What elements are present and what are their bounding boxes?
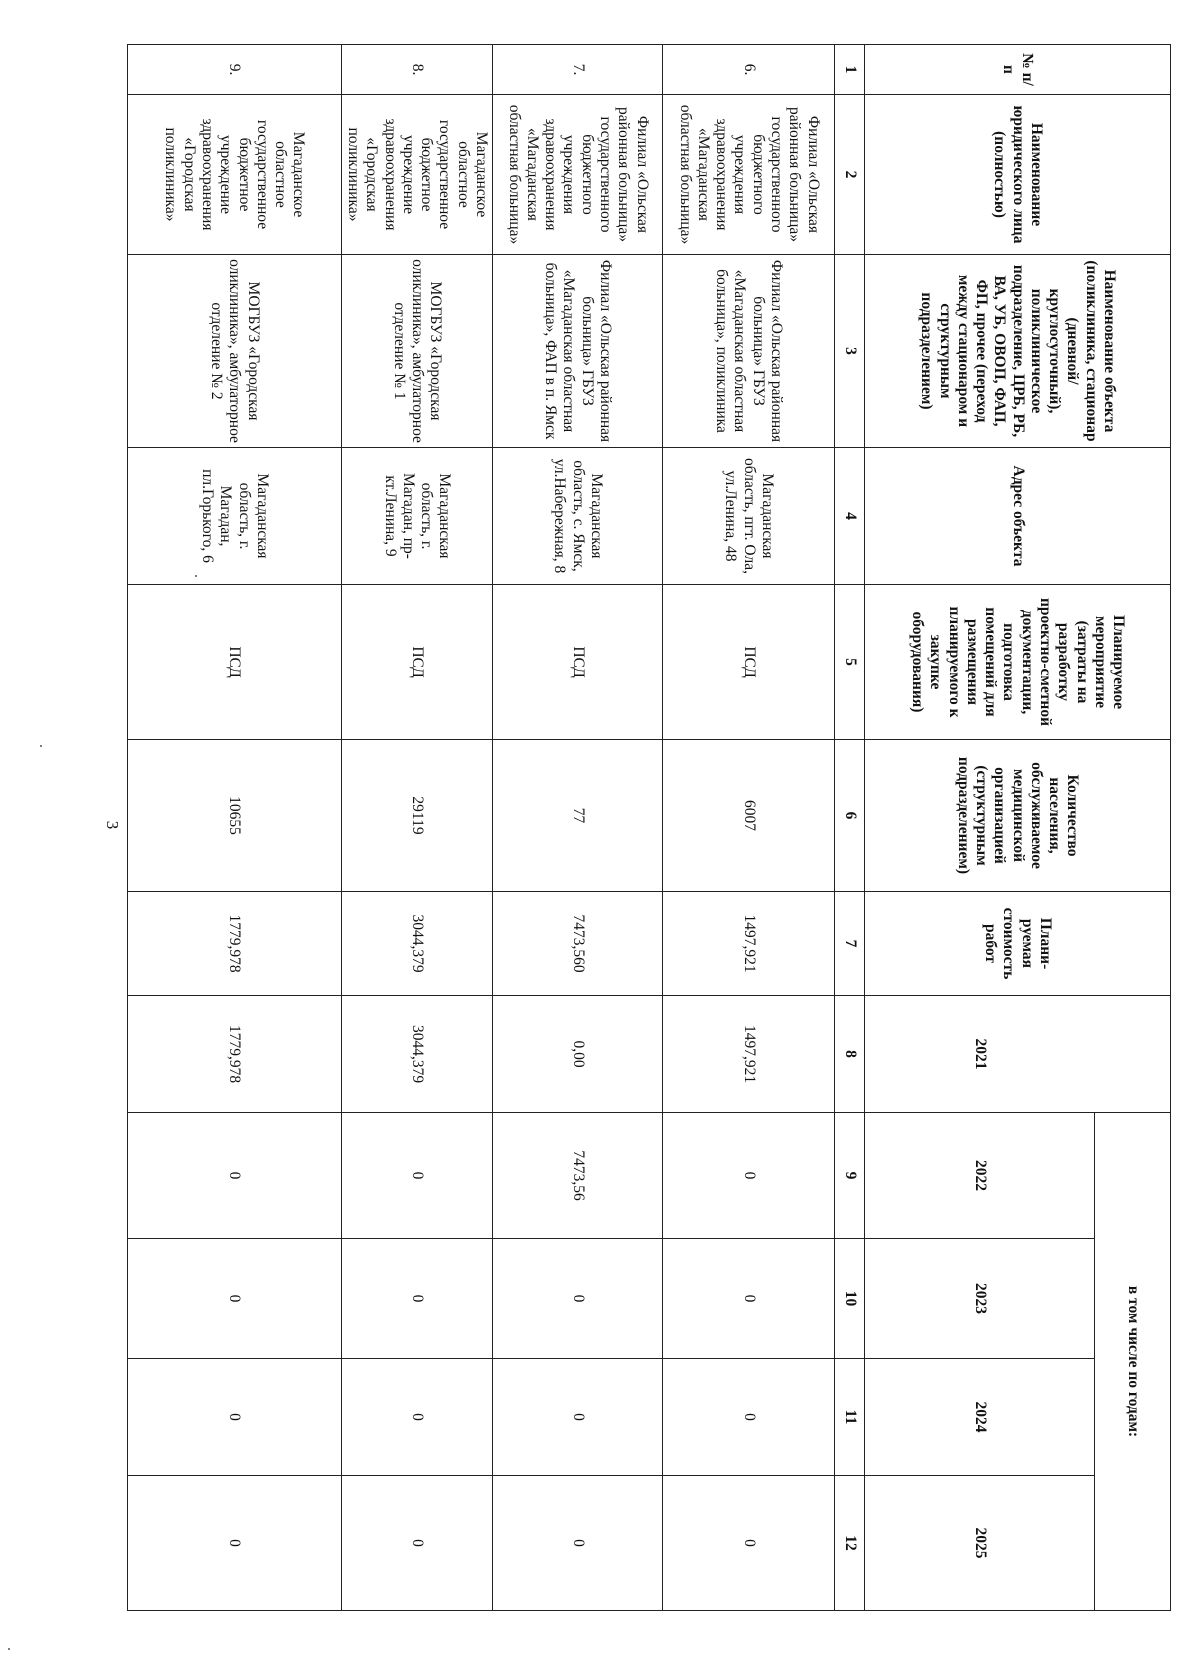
- amount-2025: 0: [341, 1476, 492, 1611]
- amount-2022: 0: [127, 1113, 341, 1239]
- header-cell-year-spacer: [1095, 996, 1171, 1113]
- planned-activity: ПСД: [341, 585, 492, 740]
- table-row: [341, 45, 492, 1611]
- header-cell-legal-entity: Наименование юридического лица (полностью): [865, 95, 1171, 255]
- planned-activity: ПСД: [493, 585, 663, 740]
- column-number-row: [835, 45, 865, 1611]
- object-name: Филиал «Ольская районная больница» ГБУЗ «Магаданская областная больница», поликлиника: [663, 255, 835, 448]
- amount-2021: 1779,978: [127, 996, 341, 1113]
- header-cell-no: № п/п: [865, 45, 1171, 95]
- amount-2021: 3044,379: [341, 996, 492, 1113]
- col-number-10: 10: [835, 1239, 865, 1359]
- object-name: Филиал «Ольская районная больница» ГБУЗ «Магаданская областная больница», ФАП в п. Ямск: [493, 255, 663, 448]
- object-name: МОГБУЗ «Городская оликлиника», амбулаторное отделение № 1: [341, 255, 492, 448]
- header-cell-2022: 2022: [865, 1113, 1095, 1239]
- planned-activity: ПСД: [127, 585, 341, 740]
- row-number: 6.: [663, 45, 835, 95]
- header-row-top: [1095, 45, 1171, 1611]
- amount-2025: 0: [663, 1476, 835, 1611]
- population: 6007: [663, 740, 835, 892]
- amount-2024: 0: [663, 1359, 835, 1476]
- header-cell-address: Адрес объекта: [865, 448, 1171, 585]
- header-cell-2021: 2021: [865, 996, 1095, 1113]
- planned-cost: 1779,978: [127, 892, 341, 996]
- object-address: Магаданская область, г. Магадан, пл.Горького, 6: [127, 448, 341, 585]
- amount-2024: 0: [493, 1359, 663, 1476]
- population: 29119: [341, 740, 492, 892]
- header-cell-activity: Планируемое мероприятие (затраты на разработку проектно-сметной документации, подготовка помещений для размещения планируемого к закупке оборудования): [865, 585, 1171, 740]
- col-number-3: 3: [835, 255, 865, 448]
- object-name: МОГБУЗ «Городская оликлиника», амбулаторное отделение № 2: [127, 255, 341, 448]
- page-number: 3: [103, 820, 122, 830]
- object-address: Магаданская область, пгт. Ола, ул.Ленина, 48: [663, 448, 835, 585]
- row-number: 7.: [493, 45, 663, 95]
- header-cell-object: Наименование объекта (поликлиника, стационар (дневной/круглосуточный), поликлиническое подразделение, ЦРБ, РБ, ВА, УБ, ОВОП, ФАП, ФП, прочее (переход между стационаром и структурным подразделением): [865, 255, 1171, 448]
- amount-2025: 0: [127, 1476, 341, 1611]
- population: 10655: [127, 740, 341, 892]
- object-address: Магаданская область, г. Магадан, пр-кт.Ленина, 9: [341, 448, 492, 585]
- table-row: [663, 45, 835, 1611]
- amount-2023: 0: [663, 1239, 835, 1359]
- header-cell-cost: Плани-руемая стоимость работ: [865, 892, 1171, 996]
- col-number-12: 12: [835, 1476, 865, 1611]
- planned-cost: 7473,560: [493, 892, 663, 996]
- amount-2022: 0: [663, 1113, 835, 1239]
- col-number-1: 1: [835, 45, 865, 95]
- legal-entity: Магаданское областное государственное бюджетное учреждение здравоохранения «Городская поликлиника»: [341, 95, 492, 255]
- population: 77: [493, 740, 663, 892]
- planned-cost: 1497,921: [663, 892, 835, 996]
- planned-cost: 3044,379: [341, 892, 492, 996]
- legal-entity: Филиал «Ольская районная больница» государственного бюджетного учреждения здравоохранения «Магаданская областная больница»: [663, 95, 835, 255]
- col-number-8: 8: [835, 996, 865, 1113]
- table-row: [493, 45, 663, 1611]
- col-number-11: 11: [835, 1359, 865, 1476]
- amount-2023: 0: [127, 1239, 341, 1359]
- header-cell-by-years: в том числе по годам:: [1095, 1113, 1171, 1611]
- scan-speck: [8, 1648, 10, 1650]
- row-number: 9.: [127, 45, 341, 95]
- amount-2021: 1497,921: [663, 996, 835, 1113]
- scan-speck: [40, 745, 42, 747]
- col-number-6: 6: [835, 740, 865, 892]
- table-row: [127, 45, 341, 1611]
- amount-2022: 0: [341, 1113, 492, 1239]
- col-number-7: 7: [835, 892, 865, 996]
- legal-entity: Магаданское областное государственное бюджетное учреждение здравоохранения «Городская поликлиника»: [127, 95, 341, 255]
- header-cell-2025: 2025: [865, 1476, 1095, 1611]
- scan-speck: [195, 575, 197, 577]
- header-cell-population: Количество населения, обслуживаемое медицинской организацией (структурным подразделением): [865, 740, 1171, 892]
- header-cell-2023: 2023: [865, 1239, 1095, 1359]
- amount-2024: 0: [127, 1359, 341, 1476]
- funding-table: [127, 44, 1171, 1611]
- amount-2025: 0: [493, 1476, 663, 1611]
- col-number-5: 5: [835, 585, 865, 740]
- amount-2023: 0: [493, 1239, 663, 1359]
- row-number: 8.: [341, 45, 492, 95]
- rotated-table-container: [143, 44, 1171, 1610]
- col-number-4: 4: [835, 448, 865, 585]
- amount-2024: 0: [341, 1359, 492, 1476]
- amount-2021: 0,00: [493, 996, 663, 1113]
- header-cell-2024: 2024: [865, 1359, 1095, 1476]
- amount-2022: 7473,56: [493, 1113, 663, 1239]
- planned-activity: ПСД: [663, 585, 835, 740]
- col-number-9: 9: [835, 1113, 865, 1239]
- legal-entity: Филиал «Ольская районная больница» государственного бюджетного учреждения здравоохранения «Магаданская областная больница»: [493, 95, 663, 255]
- amount-2023: 0: [341, 1239, 492, 1359]
- col-number-2: 2: [835, 95, 865, 255]
- object-address: Магаданская область, с. Ямск, ул.Набережная, 8: [493, 448, 663, 585]
